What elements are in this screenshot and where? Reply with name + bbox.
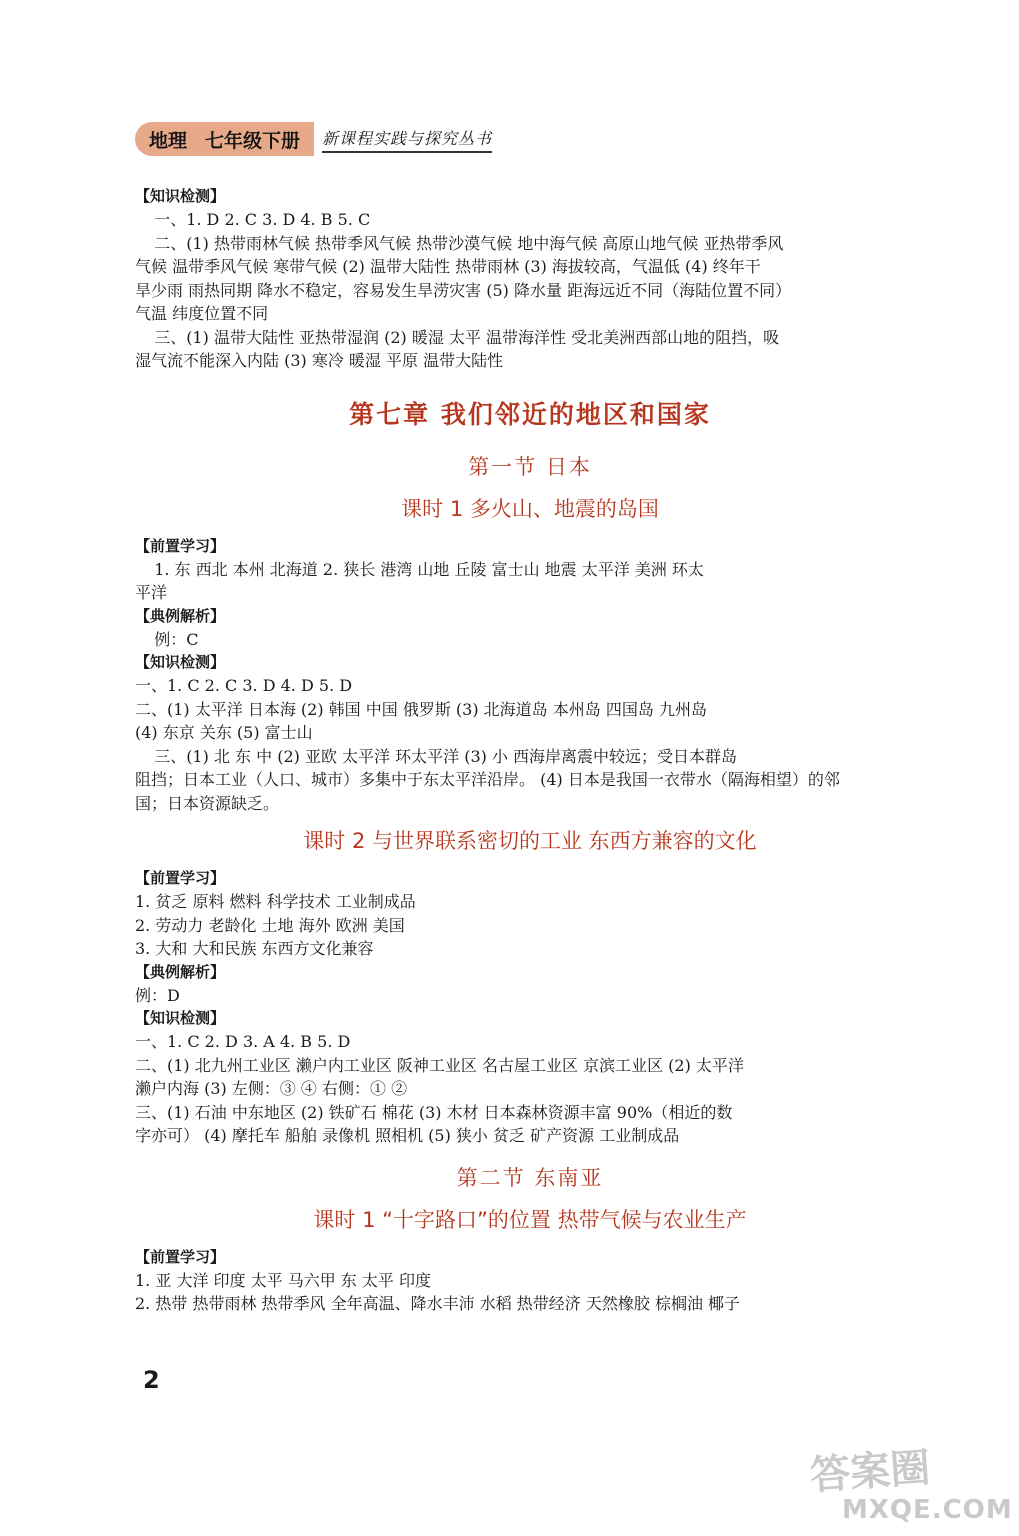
text-line: 平洋 (135, 583, 168, 602)
page-header (135, 122, 492, 156)
subject-label: 地理 (149, 129, 188, 152)
text-line: 气温 纬度位置不同 (135, 304, 269, 323)
page-number: 2 (143, 1366, 160, 1394)
watermark-url: MXQE.COM (842, 1495, 1013, 1525)
text-line: 一、1. C 2. D 3. A 4. B 5. D (135, 1032, 351, 1051)
section-title: 第二节 东南亚 (456, 1165, 604, 1190)
watermark-logo: 答案圈 (808, 1444, 932, 1500)
subject-tag (135, 122, 314, 156)
pre-study-label: 【前置学习】 (135, 1247, 226, 1266)
lesson-title: 课时 1 多火山、地震的岛国 (401, 496, 659, 521)
text-line: 国；日本资源缺乏。 (135, 793, 280, 813)
text-line: 阻挡；日本工业（人口、城市）多集中于东太平洋沿岸。 (4) 日本是我国一衣带水（隔海相望）的邻 (135, 770, 840, 789)
text-line: 三、(1) 北 东 中 (2) 亚欧 太平洋 环太平洋 (3) 小 西海岸离震中较远；受日本群岛 (154, 746, 738, 766)
text-line: 2. 劳动力 老龄化 土地 海外 欧洲 美国 (135, 915, 405, 935)
pre-study-label: 【前置学习】 (135, 536, 226, 555)
text-line: 字亦可） (4) 摩托车 船舶 录像机 照相机 (5) 狭小 贫乏 矿产资源 工业制成品 (135, 1126, 680, 1145)
grade-label: 七年级下册 (205, 129, 301, 152)
text-line: 3. 大和 大和民族 东西方文化兼容 (135, 939, 374, 958)
text-line: 一、1. D 2. C 3. D 4. B 5. C (154, 210, 371, 229)
text-line: 旱少雨 雨热同期 降水不稳定，容易发生旱涝灾害 (5) 降水量 距海远近不同（海陆位置不同） (135, 280, 792, 300)
text-line: 一、1. C 2. C 3. D 4. D 5. D (135, 676, 353, 695)
text-line: 2. 热带 热带雨林 热带季风 全年高温、降水丰沛 水稻 热带经济 天然橡胶 棕榈油 椰子 (135, 1294, 741, 1313)
section-title: 第一节 日本 (468, 454, 592, 479)
text-line: 1. 亚 大洋 印度 太平 马六甲 东 太平 印度 (135, 1270, 431, 1290)
pre-study-label: 【前置学习】 (135, 869, 226, 887)
chapter-title: 第七章 我们邻近的地区和国家 (349, 399, 711, 429)
text-line: 三、(1) 石油 中东地区 (2) 铁矿石 棉花 (3) 木材 日本森林资源丰富 90%（相近的数 (135, 1102, 733, 1122)
lesson-title: 课时 1 “十字路口”的位置 热带气候与农业生产 (313, 1207, 747, 1232)
text-line: 三、(1) 温带大陆性 亚热带湿润 (2) 暖湿 太平 温带海洋性 受北美洲西部山地的阻挡，吸 (154, 327, 780, 347)
text-line: 1. 东 西北 本州 北海道 2. 狭长 港湾 山地 丘陵 富士山 地震 太平洋 美洲 环太 (154, 559, 704, 579)
example-label: 【典例解析】 (135, 962, 226, 981)
text-line: 二、(1) 热带雨林气候 热带季风气候 热带沙漠气候 地中海气候 高原山地气候 亚热带季风 (154, 233, 784, 253)
knowledge-check-label: 【知识检测】 (135, 187, 226, 205)
text-line: 濑户内海 (3) 左侧：③ ④ 右侧：① ② (135, 1079, 408, 1098)
example-label: 【典例解析】 (135, 606, 226, 625)
text-line: 例：D (135, 985, 180, 1005)
knowledge-check-label: 【知识检测】 (135, 653, 226, 671)
knowledge-check-label: 【知识检测】 (135, 1009, 226, 1027)
text-line: 气候 温带季风气候 寒带气候 (2) 温带大陆性 热带雨林 (3) 海拔较高，气温低 (4) 终年干 (135, 257, 761, 276)
series-title: 新课程实践与探究丛书 (322, 126, 492, 153)
text-line: 例：C (154, 629, 199, 649)
text-line: (4) 东京 关东 (5) 富士山 (135, 723, 313, 742)
lesson-title: 课时 2 与世界联系密切的工业 东西方兼容的文化 (303, 829, 757, 853)
text-line: 二、(1) 北九州工业区 濑户内工业区 阪神工业区 名古屋工业区 京滨工业区 (2) 太平洋 (135, 1055, 744, 1075)
text-line: 二、(1) 太平洋 日本海 (2) 韩国 中国 俄罗斯 (3) 北海道岛 本州岛 四国岛 九州岛 (135, 699, 707, 719)
text-line: 1. 贫乏 原料 燃料 科学技术 工业制成品 (135, 892, 416, 911)
answer-content (135, 185, 925, 1316)
text-line: 湿气流不能深入内陆 (3) 寒冷 暖湿 平原 温带大陆性 (135, 351, 504, 370)
